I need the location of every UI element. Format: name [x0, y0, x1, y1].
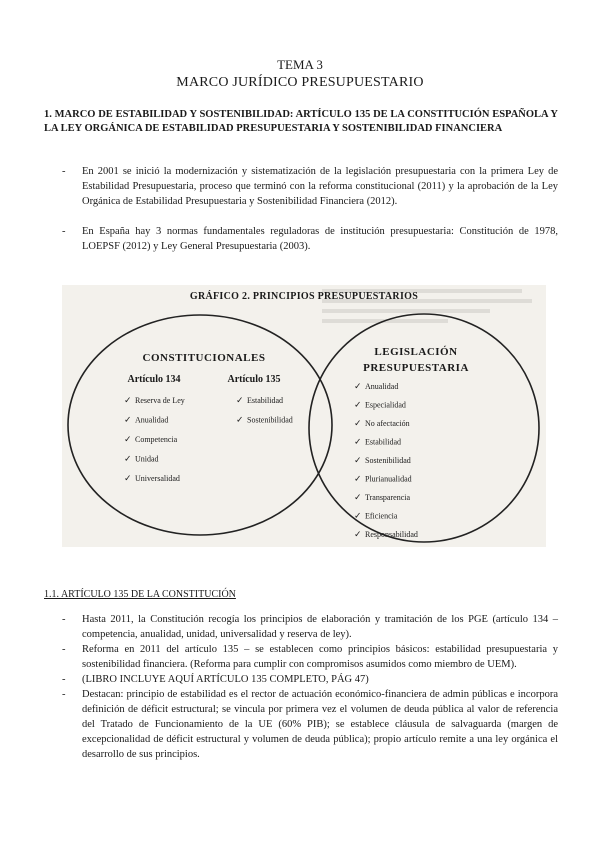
dash-marker: -: [62, 689, 66, 700]
right-circle-title: LEGISLACIÓN: [374, 346, 458, 358]
left-circle-title: CONSTITUCIONALES: [142, 352, 266, 364]
principle-item: Estabilidad: [365, 437, 401, 447]
check-icon: ✓: [124, 473, 132, 483]
bullet-item: [44, 224, 558, 254]
principle-item: No afectación: [365, 419, 410, 428]
bullet-text: (LIBRO INCLUYE AQUÍ ARTÍCULO 135 COMPLETO, PÁG 47): [82, 674, 369, 685]
principle-item: Especialidad: [365, 400, 406, 410]
bullet-text: Reforma en 2011 del artículo 135 – se establecen como principios básicos: estabilidad presupuestaria y sostenibilidad financiera. (Reforma para cumplir con compromisos asumidos como miembro de UEM).: [82, 644, 558, 670]
article-134-list: [124, 395, 185, 483]
section-heading: 1. MARCO DE ESTABILIDAD Y SOSTENIBILIDAD: ARTÍCULO 135 DE LA CONSTITUCIÓN ESPAÑOLA Y LA LEY ORGÁNICA DE ESTABILIDAD PRESUPUESTARIA Y SOSTENIBILIDAD FINANCIERA: [44, 109, 558, 134]
principle-item: Competencia: [135, 435, 178, 444]
page-title: MARCO JURÍDICO PRESUPUESTARIO: [176, 75, 424, 90]
venn-diagram: [62, 285, 546, 547]
check-icon: ✓: [124, 395, 132, 405]
principle-item: Unidad: [135, 454, 159, 464]
bullet-text: Hasta 2011, la Constitución recogía los principios de elaboración y tramitación de los PGE (artículo 134 – competencia, anualidad, unidad, universalidad y reserva de ley).: [82, 614, 558, 640]
left-circle: [68, 315, 332, 535]
check-icon: ✓: [354, 492, 362, 502]
subsection-heading: 1.1. ARTÍCULO 135 DE LA CONSTITUCIÓN: [44, 589, 236, 600]
section-bullet-list: [44, 164, 558, 269]
principle-item: Anualidad: [365, 382, 399, 391]
check-icon: ✓: [236, 414, 244, 425]
principle-item: Eficiencia: [365, 511, 398, 521]
principle-item: Sostenibilidad: [247, 415, 293, 425]
bullet-text: En 2001 se inició la modernización y sistematización de la legislación presupuestaria con la primera Ley de Estabilidad Presupuestaria, proceso que terminó con la reforma constitucional (2011) y la aprobación de la Ley Orgánica de Estabilidad Presupuestaria y Sostenibilidad Financiera (2012).: [82, 166, 558, 207]
figure-caption: GRÁFICO 2. PRINCIPIOS PRESUPUESTARIOS: [189, 291, 419, 302]
principle-item: Plurianualidad: [365, 474, 412, 484]
check-icon: ✓: [354, 399, 362, 410]
dash-marker: -: [62, 614, 66, 625]
principle-item: Estabilidad: [247, 396, 283, 405]
check-icon: ✓: [354, 529, 362, 539]
dash-marker: -: [62, 166, 66, 177]
topic-label: TEMA 3: [277, 57, 323, 72]
check-icon: ✓: [354, 455, 362, 465]
column-heading: Artículo 135: [227, 374, 281, 385]
principle-item: Universalidad: [135, 474, 180, 483]
subsection-bullet-list: [44, 612, 558, 762]
bullet-text: En España hay 3 normas fundamentales reguladoras de institución presupuestaria: Constitución de 1978, LOEPSF (2012) y Ley General Presupuestaria (2003).: [82, 226, 558, 252]
dash-marker: -: [62, 674, 66, 685]
principle-item: Transparencia: [365, 493, 411, 502]
check-icon: ✓: [124, 453, 132, 464]
column-heading: Artículo 134: [127, 374, 181, 385]
principle-item: Sostenibilidad: [365, 456, 411, 465]
principles-figure: [62, 285, 546, 547]
dash-marker: -: [62, 644, 66, 655]
check-icon: ✓: [354, 418, 362, 428]
bullet-item: [44, 612, 558, 642]
legislation-principles-list: [354, 381, 418, 539]
check-icon: ✓: [124, 434, 132, 444]
dash-marker: -: [62, 226, 66, 237]
check-icon: ✓: [124, 414, 132, 425]
check-icon: ✓: [354, 473, 362, 484]
check-icon: ✓: [236, 395, 244, 405]
principle-item: Anualidad: [135, 415, 169, 425]
check-icon: ✓: [354, 510, 362, 521]
article-135-list: [236, 395, 293, 425]
bullet-text: Destacan: principio de estabilidad es el rector de actuación económico-financiera de admin públicas e incorpora definición de déficit estructural; se vincula por primera vez el volumen de deuda pública al valor de referencia del Tratado de Funcionamiento de la UE (60% PIB); se establece cláusula de salvaguarda (margen de excepcionalidad de déficit estructural y volumen de deuda pública); propio artículo remite a una ley orgánica el desarrollo de sus principios.: [82, 689, 558, 760]
bullet-item: [44, 164, 558, 209]
principle-item: Reserva de Ley: [135, 396, 185, 405]
principle-item: Responsabilidad: [365, 530, 418, 539]
check-icon: ✓: [354, 381, 362, 391]
check-icon: ✓: [354, 436, 362, 447]
bullet-item: [44, 672, 558, 687]
bullet-item: [44, 642, 558, 672]
right-circle-subtitle: PRESUPUESTARIA: [363, 362, 469, 374]
bullet-item: [44, 687, 558, 762]
